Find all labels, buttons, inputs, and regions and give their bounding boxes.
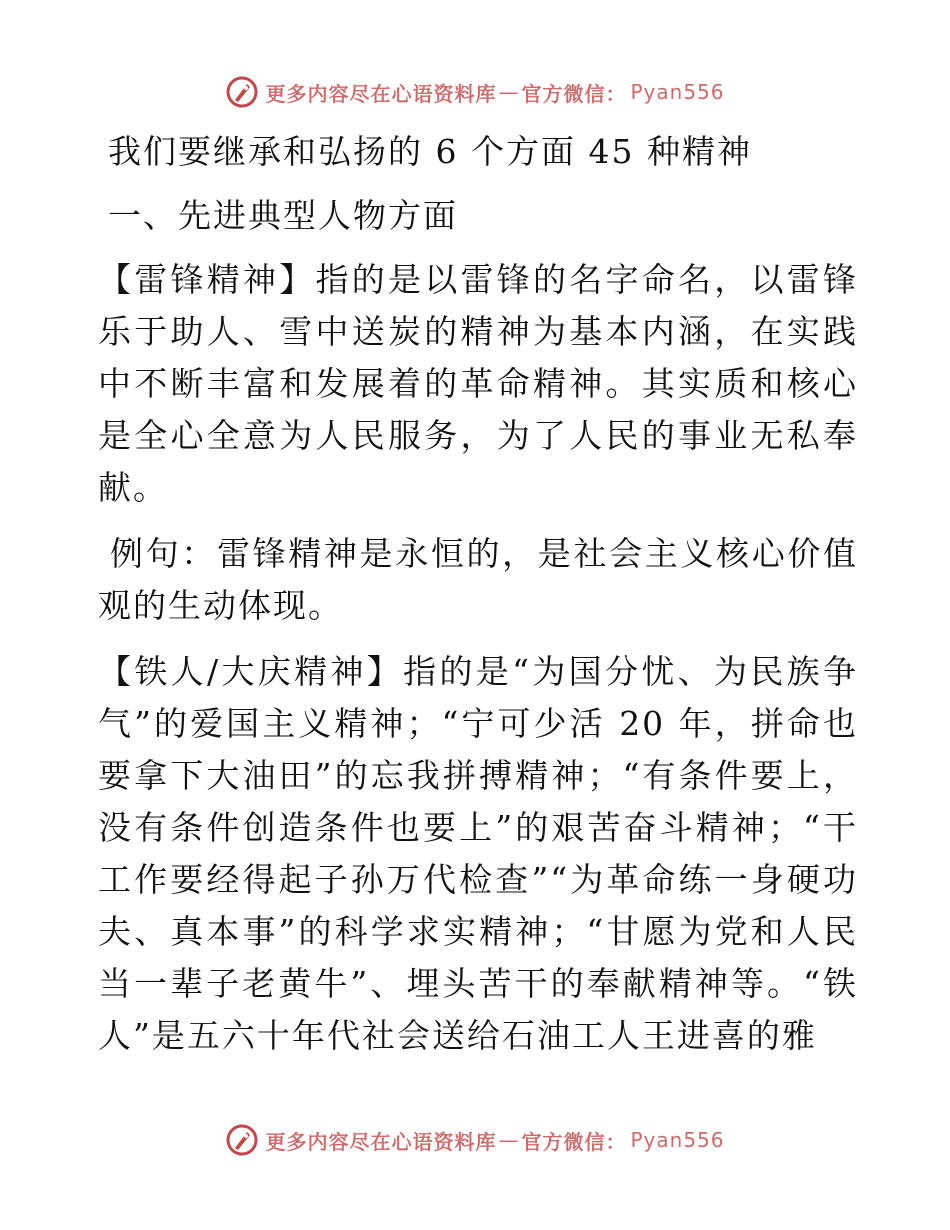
paragraph-tieren-daqing: 【铁人/大庆精神】指的是“为国分忧、为民族争气”的爱国主义精神；“宁可少活 20 年，拼命也要拿下大油田”的忘我拼搏精神；“有条件要上，没有条件创造条件也要上”的艰苦奋斗精神；“干工作要经得起子孙万代检查”“为革命练一身硬功夫、真本事”的科学求实精神；“甘愿为党和人民当一辈子老黄牛”、埋头苦干的奉献精神等。“铁人”是五六十年代社会送给石油工人王进喜的雅 <box>98 652 858 1055</box>
watermark-label: 官方微信： <box>521 1129 627 1154</box>
watermark-footer <box>0 1120 950 1160</box>
watermark-label: 官方微信： <box>521 81 627 106</box>
paragraph-leifeng: 【雷锋精神】指的是以雷锋的名字命名，以雷锋乐于助人、雪中送炭的精神为基本内涵，在实践中不断丰富和发展着的革命精神。其实质和核心是全心全意为人民服务，为了人民的事业无私奉献。 <box>98 260 858 507</box>
watermark-header <box>0 72 950 112</box>
section-heading: 一、先进典型人物方面 <box>108 196 458 235</box>
watermark-separator: — <box>498 80 520 104</box>
watermark-wechat-id: Pyan556 <box>630 80 725 104</box>
watermark-text: 更多内容尽在心语资料库 <box>265 1129 497 1154</box>
watermark-text: 更多内容尽在心语资料库 <box>265 81 497 106</box>
watermark-wechat-id: Pyan556 <box>630 1128 725 1152</box>
document-body <box>98 120 858 1062</box>
document-title: 我们要继承和弘扬的 6 个方面 45 种精神 <box>108 132 752 171</box>
pen-nib-circle-icon <box>225 1123 259 1157</box>
paragraph-example: 例句：雷锋精神是永恒的，是社会主义核心价值观的生动体现。 <box>98 534 858 625</box>
pen-nib-circle-icon <box>225 75 259 109</box>
watermark-separator: — <box>498 1128 520 1152</box>
